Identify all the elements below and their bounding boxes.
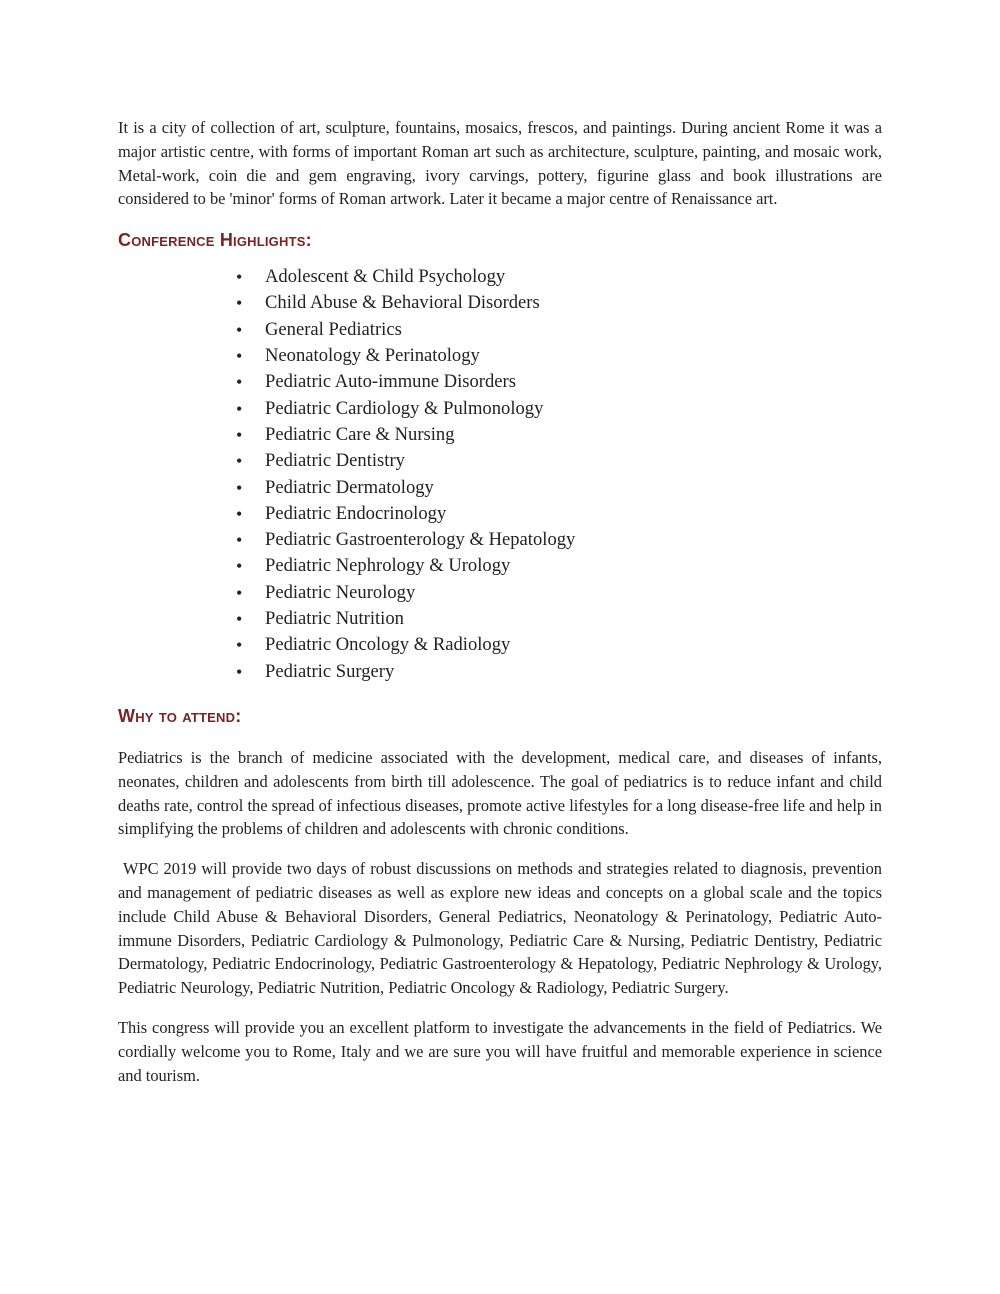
bullet-icon: • xyxy=(236,530,243,551)
why-paragraph-2: WPC 2019 will provide two days of robust discussions on methods and strategies related to diagnosis, prevention and management of pediatric diseases as well as explore new ideas and concepts on a global scale and the topics include Child Abuse & Behavioral Disorders, General Pediatrics, Neonatology & Perinatology, Pediatric Auto-immune Disorders, Pediatric Cardiology & Pulmonology, Pediatric Care & Nursing, Pediatric Dentistry, Pediatric Dermatology, Pediatric Endocrinology, Pediatric Gastroenterology & Hepatology, Pediatric Nephrology & Urology, Pediatric Neurology, Pediatric Nutrition, Pediatric Oncology & Radiology, Pediatric Surgery. xyxy=(118,859,882,998)
list-item-label: Child Abuse & Behavioral Disorders xyxy=(265,292,540,314)
bullet-icon: • xyxy=(236,451,243,472)
list-item-label: Pediatric Gastroenterology & Hepatology xyxy=(265,529,576,551)
list-item xyxy=(236,475,882,501)
bullet-icon: • xyxy=(236,267,243,288)
list-item xyxy=(236,317,882,343)
list-item xyxy=(236,369,882,395)
conference-highlights-heading: Conference Highlights: xyxy=(118,230,312,251)
list-item xyxy=(236,580,882,606)
list-item xyxy=(236,527,882,553)
list-item-label: Pediatric Oncology & Radiology xyxy=(265,634,511,656)
list-item-label: Pediatric Neurology xyxy=(265,581,416,603)
bullet-icon: • xyxy=(236,346,243,367)
bullet-icon: • xyxy=(236,372,243,393)
bullet-icon: • xyxy=(236,424,243,445)
bullet-icon: • xyxy=(236,661,243,682)
list-item-label: Pediatric Nephrology & Urology xyxy=(265,555,511,577)
list-item-label: Pediatric Endocrinology xyxy=(265,502,447,524)
list-item-label: Pediatric Auto-immune Disorders xyxy=(265,371,516,393)
list-item-label: Pediatric Nutrition xyxy=(265,608,404,630)
list-item-label: Pediatric Cardiology & Pulmonology xyxy=(265,397,544,419)
list-item-label: Neonatology & Perinatology xyxy=(265,345,480,367)
list-item xyxy=(236,290,882,316)
list-item xyxy=(236,448,882,474)
list-item xyxy=(236,606,882,632)
intro-paragraph: It is a city of collection of art, sculpture, fountains, mosaics, frescos, and paintings. During ancient Rome it was a major artistic centre, with forms of important Roman art such as architecture, sculpture, painting, and mosaic work, Metal-work, coin die and gem engraving, ivory carvings, pottery, figurine glass and book illustrations are considered to be 'minor' forms of Roman artwork. Later it became a major centre of Renaissance art. xyxy=(118,118,882,209)
bullet-icon: • xyxy=(236,319,243,340)
list-item-label: Pediatric Dentistry xyxy=(265,450,405,472)
bullet-icon: • xyxy=(236,293,243,314)
highlights-list xyxy=(118,264,882,685)
why-paragraph-3: This congress will provide you an excellent platform to investigate the advancements in the field of Pediatrics. We cordially welcome you to Rome, Italy and we are sure you will have fruitful and memorable experience in science and tourism. xyxy=(118,1017,882,1085)
bullet-icon: • xyxy=(236,609,243,630)
list-item xyxy=(236,422,882,448)
list-item xyxy=(236,343,882,369)
why-to-attend-heading: Why to attend: xyxy=(118,705,242,726)
bullet-icon: • xyxy=(236,503,243,524)
bullet-icon: • xyxy=(236,635,243,656)
list-item-label: Pediatric Surgery xyxy=(265,660,395,682)
list-item-label: General Pediatrics xyxy=(265,318,402,340)
list-item xyxy=(236,553,882,579)
list-item-label: Adolescent & Child Psychology xyxy=(265,266,506,288)
why-paragraph-1: Pediatrics is the branch of medicine associated with the development, medical care, and diseases of infants, neonates, children and adolescents from birth till adolescence. The goal of pediatrics is to reduce infant and child deaths rate, control the spread of infectious diseases, promote active lifestyles for a long disease-free life and help in simplifying the problems of children and adolescents with chronic conditions. xyxy=(118,747,882,839)
list-item xyxy=(236,659,882,685)
document-page xyxy=(118,116,882,1087)
list-item-label: Pediatric Dermatology xyxy=(265,476,434,498)
list-item xyxy=(236,632,882,658)
list-item xyxy=(236,501,882,527)
list-item xyxy=(236,396,882,422)
list-item xyxy=(236,264,882,290)
bullet-icon: • xyxy=(236,398,243,419)
bullet-icon: • xyxy=(236,477,243,498)
list-item-label: Pediatric Care & Nursing xyxy=(265,423,455,445)
bullet-icon: • xyxy=(236,582,243,603)
bullet-icon: • xyxy=(236,556,243,577)
